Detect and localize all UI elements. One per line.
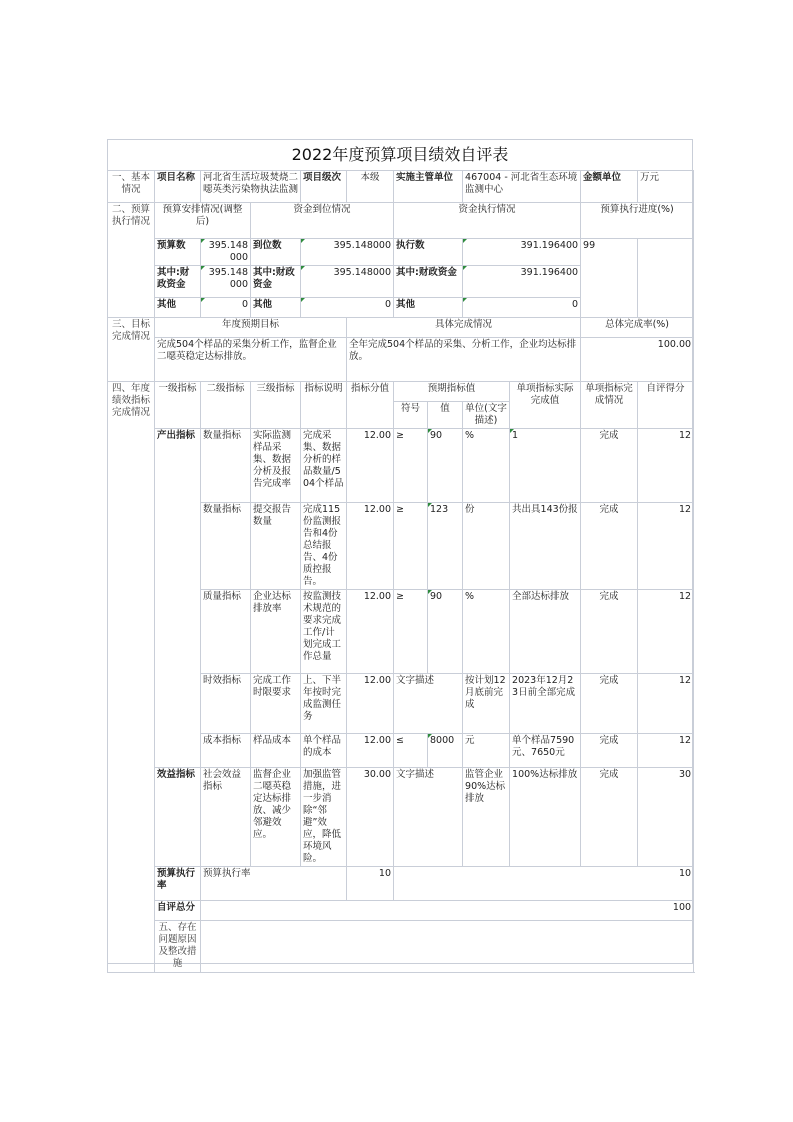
indicator-lvl2: 社会效益指标 [201,768,251,867]
budget-other-value: 0 [201,298,251,318]
indicator-unit: 元 [463,734,510,768]
indicator-actual: 2023年12月23日前全部完成 [510,674,581,734]
budget-fiscal-label: 其中:财政资金 [155,266,201,298]
received-amount-label: 到位数 [251,239,301,266]
indicator-symbol: ≤ [394,734,428,768]
indicator-lvl3: 提交报告数量 [251,503,301,590]
indicator-unit: 监管企业90%达标排放 [463,768,510,867]
form-title: 2022年度预算项目绩效自评表 [108,140,692,171]
indicator-desc: 完成采集、数据分析的样品数量/504个样品 [301,429,347,503]
executed-amount-value: 391.196400 [463,239,581,266]
evaluation-table [107,170,694,973]
budget-progress-value: 99 [581,239,638,318]
received-other-value: 0 [301,298,394,318]
indicator-desc: 完成115份监测报告和4份总结报告、4份质控报告。 [301,503,347,590]
indicator-unit: % [463,429,510,503]
received-other-label: 其他 [251,298,301,318]
indicator-status: 完成 [581,734,638,768]
indicator-unit: 份 [463,503,510,590]
indicator-value: 90 [428,429,463,503]
project-name-label: 项目名称 [155,171,201,203]
indicator-lvl2: 质量指标 [201,590,251,674]
indicator-actual: 单个样品7590元、7650元 [510,734,581,768]
annual-goal-text: 完成504个样品的采集分析工作，监督企业二噁英稳定达标排放。 [155,338,347,382]
indicator-status: 完成 [581,768,638,867]
indicator-symbol: ≥ [394,429,428,503]
project-level-label: 项目级次 [301,171,347,203]
indicator-lvl2: 数量指标 [201,429,251,503]
indicator-weight: 30.00 [347,768,394,867]
indicator-score: 12 [638,674,694,734]
header-unit: 单位(文字描述) [463,402,510,429]
indicator-desc: 单个样品的成本 [301,734,347,768]
header-status: 单项指标完成情况 [581,382,638,429]
header-weight: 指标分值 [347,382,394,429]
indicator-desc: 上、下半年按时完成监测任务 [301,674,347,734]
indicator-symbol: 文字描述 [394,768,463,867]
actual-completion-header: 具体完成情况 [347,318,581,338]
amount-unit-value: 万元 [638,171,694,203]
project-name-value: 河北省生活垃圾焚烧二噁英类污染物执法监测 [201,171,301,203]
header-lvl3: 三级指标 [251,382,301,429]
indicator-weight: 12.00 [347,734,394,768]
dept-label: 实施主管单位 [394,171,463,203]
output-indicator-label: 产出指标 [155,429,201,768]
budget-received-header: 资金到位情况 [251,203,394,239]
indicator-symbol: ≥ [394,503,428,590]
header-symbol: 符号 [394,402,428,429]
indicator-desc: 加强监管措施，进一步消除“邻避”效应，降低环境风险。 [301,768,347,867]
indicator-score: 12 [638,590,694,674]
indicator-lvl2: 数量指标 [201,503,251,590]
section-goals-label: 三、目标完成情况 [108,318,155,382]
actual-completion-text: 全年完成504个样品的采集、分析工作，企业均达标排放。 [347,338,581,382]
indicator-lvl3: 完成工作时限要求 [251,674,301,734]
budget-rate-score: 10 [394,867,694,901]
executed-other-value: 0 [463,298,581,318]
section-indicators-label: 四、年度绩效指标完成情况 [108,382,155,973]
dept-value: 467004 - 河北省生态环境监测中心 [463,171,581,203]
budget-amount-value: 395.148000 [201,239,251,266]
indicator-unit: % [463,590,510,674]
indicator-status: 完成 [581,674,638,734]
budget-progress-empty [638,239,694,318]
indicator-score: 12 [638,503,694,590]
indicator-lvl2: 成本指标 [201,734,251,768]
indicator-weight: 12.00 [347,429,394,503]
indicator-lvl2: 时效指标 [201,674,251,734]
indicator-value: 90 [428,590,463,674]
section-basic-label: 一、基本情况 [108,171,155,203]
project-level-value: 本级 [347,171,394,203]
indicator-score: 30 [638,768,694,867]
header-self-score: 自评得分 [638,382,694,429]
indicator-unit: 按计划12月底前完成 [463,674,510,734]
executed-other-label: 其他 [394,298,463,318]
header-actual: 单项指标实际完成值 [510,382,581,429]
budget-rate-label: 预算执行率 [155,867,201,901]
section-budget-label: 二、预算执行情况 [108,203,155,318]
indicator-actual: 100%达标排放 [510,768,581,867]
executed-fiscal-label: 其中:财政资金 [394,266,463,298]
budget-rate-lvl2: 预算执行率 [201,867,347,901]
overall-rate-value: 100.00 [581,338,694,382]
total-score-label: 自评总分 [155,901,201,921]
budget-progress-header: 预算执行进度(%) [581,203,694,239]
total-score-value: 100 [201,901,694,921]
budget-other-label: 其他 [155,298,201,318]
indicator-actual: 全部达标排放 [510,590,581,674]
indicator-lvl3: 实际监测样品采集、数据分析及报告完成率 [251,429,301,503]
header-value: 值 [428,402,463,429]
header-lvl2: 二级指标 [201,382,251,429]
indicator-symbol: 文字描述 [394,674,463,734]
received-amount-value: 395.148000 [301,239,394,266]
budget-executed-header: 资金执行情况 [394,203,581,239]
budget-rate-weight: 10 [347,867,394,901]
indicator-actual: 1 [510,429,581,503]
indicator-lvl3: 样品成本 [251,734,301,768]
indicator-score: 12 [638,429,694,503]
received-fiscal-value: 395.148000 [301,266,394,298]
amount-unit-label: 金额单位 [581,171,638,203]
header-expected: 预期指标值 [394,382,510,402]
annual-goal-header: 年度预期目标 [155,318,347,338]
indicator-weight: 12.00 [347,590,394,674]
header-lvl1: 一级指标 [155,382,201,429]
indicator-status: 完成 [581,503,638,590]
section-issues-label: 五、存在问题原因及整改措施 [155,921,201,973]
benefit-indicator-label: 效益指标 [155,768,201,867]
budget-fiscal-value: 395.148000 [201,266,251,298]
issues-content [201,921,694,973]
indicator-weight: 12.00 [347,674,394,734]
indicator-desc: 按监测技术规范的要求完成工作/计划完成工作总量 [301,590,347,674]
indicator-status: 完成 [581,590,638,674]
indicator-score: 12 [638,734,694,768]
indicator-value: 123 [428,503,463,590]
indicator-actual: 共出具143份报 [510,503,581,590]
header-desc: 指标说明 [301,382,347,429]
overall-rate-header: 总体完成率(%) [581,318,694,338]
indicator-lvl3: 企业达标排放率 [251,590,301,674]
received-fiscal-label: 其中:财政资金 [251,266,301,298]
indicator-lvl3: 监督企业二噁英稳定达标排放、减少邻避效应。 [251,768,301,867]
budget-amount-label: 预算数 [155,239,201,266]
executed-fiscal-value: 391.196400 [463,266,581,298]
indicator-weight: 12.00 [347,503,394,590]
indicator-value: 8000 [428,734,463,768]
executed-amount-label: 执行数 [394,239,463,266]
indicator-status: 完成 [581,429,638,503]
budget-arrange-header: 预算安排情况(调整后) [155,203,251,239]
indicator-symbol: ≥ [394,590,428,674]
